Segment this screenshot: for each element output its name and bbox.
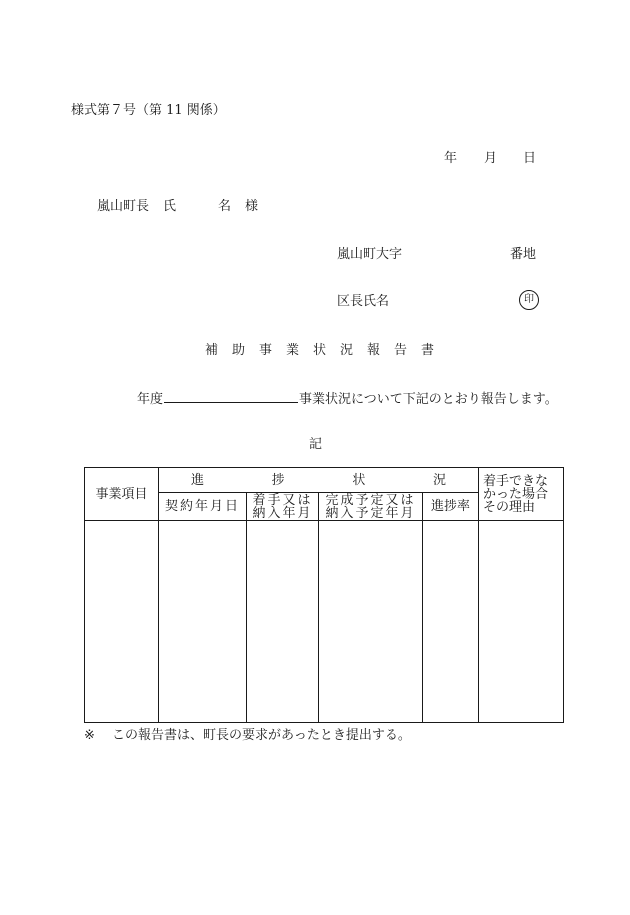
fiscal-year-label: 年度 [137,392,164,407]
progress-char: 状 [352,472,366,488]
document-title: 補助事業状況報告書 [205,343,449,358]
reason-line: かった場合 [483,486,549,502]
mei-label: 名 [218,199,232,214]
reference-mark: ※ [84,728,95,743]
contract-date-cell [159,521,247,723]
fiscal-year-blank-line [164,390,298,403]
reason-header [479,468,564,521]
date-day-label: 日 [523,151,537,166]
progress-rate-cell [423,521,479,723]
progress-report-table [84,467,564,723]
statement-text: 事業状況について下記のとおり報告します。 [299,392,558,407]
project-item-cell [85,521,159,723]
progress-rate-header: 進捗率 [423,493,479,521]
addressee-line [97,200,258,213]
reason-line: その理由 [483,499,536,515]
progress-char: 捗 [271,472,285,488]
table-header-row-1 [85,468,564,493]
completion-date-cell [319,521,423,723]
completion-date-line: 納入予定年月 [325,505,416,521]
banchi-label: 番地 [510,247,537,262]
report-statement [137,390,558,406]
address-label: 嵐山町大字 [337,247,403,262]
contract-date-header: 契約年月日 [159,493,247,521]
start-date-cell [247,521,319,723]
start-date-line: 着手又は [252,492,313,508]
town-mayor-label: 嵐山町長 [97,199,150,214]
ki-heading: 記 [309,437,323,452]
progress-char: 況 [432,472,446,488]
shi-label: 氏 [163,199,177,214]
table-body-row [85,521,564,723]
reason-cell [479,521,564,723]
start-date-line: 納入年月 [252,505,313,521]
project-item-header: 事業項目 [85,468,159,521]
date-month-label: 月 [484,151,498,166]
form-number: 様式第７号（第 11 関係） [71,103,226,118]
start-date-header [247,493,319,521]
district-head-name-label: 区長氏名 [337,294,390,309]
footnote [84,729,411,742]
completion-date-line: 完成予定又は [325,492,416,508]
seal-mark: 印 [519,290,539,310]
reason-line: 着手できな [483,473,549,489]
date-year-label: 年 [444,151,458,166]
sama-label: 様 [245,199,259,214]
progress-char: 進 [191,472,205,488]
footnote-text: この報告書は、町長の要求があったとき提出する。 [112,728,411,743]
progress-status-header [159,468,479,493]
completion-date-header [319,493,423,521]
